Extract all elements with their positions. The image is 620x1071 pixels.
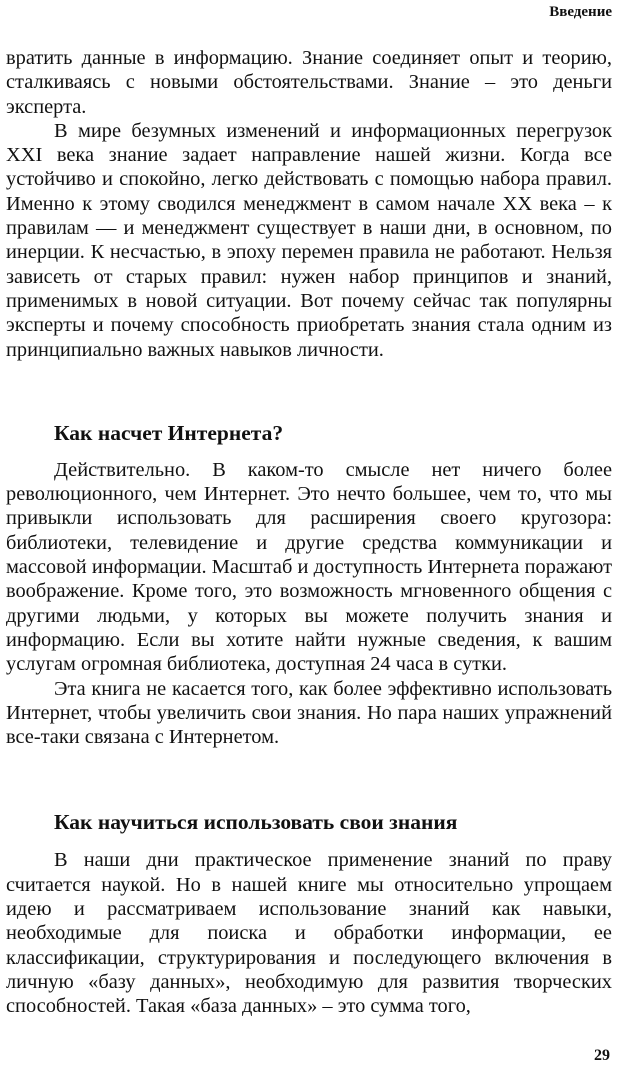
paragraph: Действительно. В каком-то смысле нет ничего более революционного, чем Интернет. Это нечто большее, чем то, что мы привыкли использовать для расширения своего кругозора: библиотеки, телевидение и другие средства коммуникации и массовой информации. Масштаб и доступность Интернета поражают воображение. Кроме того, это возможность мгновенного общения с другими людьми, у которых вы можете получить знания и информацию. Если вы хотите найти нужные сведения, к вашим услугам огромная библиотека, доступная 24 часа в сутки. [6, 458, 612, 676]
paragraph: В мире безумных изменений и информационных перегрузок XXI века знание задает направление нашей жизни. Когда все устойчиво и спокойно, легко действовать с помощью набора правил. Именно к этому сводился менеджмент в самом начале XX века – к правилам — и менеджмент существует в наши дни, в основном, по инерции. К несчастью, в эпоху перемен правила не работают. Нельзя зависеть от старых правил: нужен набор принципов и знаний, применимых в новой ситуации. Вот почему сейчас так популярны эксперты и почему способность приобретать знания стала одним из принципиально важных навыков личности. [6, 119, 612, 361]
paragraph: В наши дни практическое применение знаний по праву считается наукой. Но в нашей книге мы относительно упрощаем идею и рассматриваем использование знаний как навыки, необходимые для поиска и обработки информации, ее классификации, структурирования и последующего включения в личную «базу данных», необходимую для развития творческих способностей. Такая «база данных» – это сумма того, [6, 849, 612, 1018]
page-number: 29 [594, 1047, 610, 1064]
paragraph-continuation: вратить данные в информацию. Знание соединяет опыт и теорию, сталкиваясь с новыми обстоятельствами. Знание – это деньги эксперта. [6, 47, 612, 118]
paragraph: Эта книга не касается того, как более эффективно использовать Интернет, чтобы увеличить свои знания. Но пара наших упражнений все-таки связана с Интернетом. [6, 677, 612, 749]
section-heading-knowledge: Как научиться использовать свои знания [54, 810, 458, 835]
running-head: Введение [549, 4, 612, 20]
page-body [6, 46, 612, 1019]
section-heading-internet: Как насчет Интернета? [54, 420, 284, 445]
